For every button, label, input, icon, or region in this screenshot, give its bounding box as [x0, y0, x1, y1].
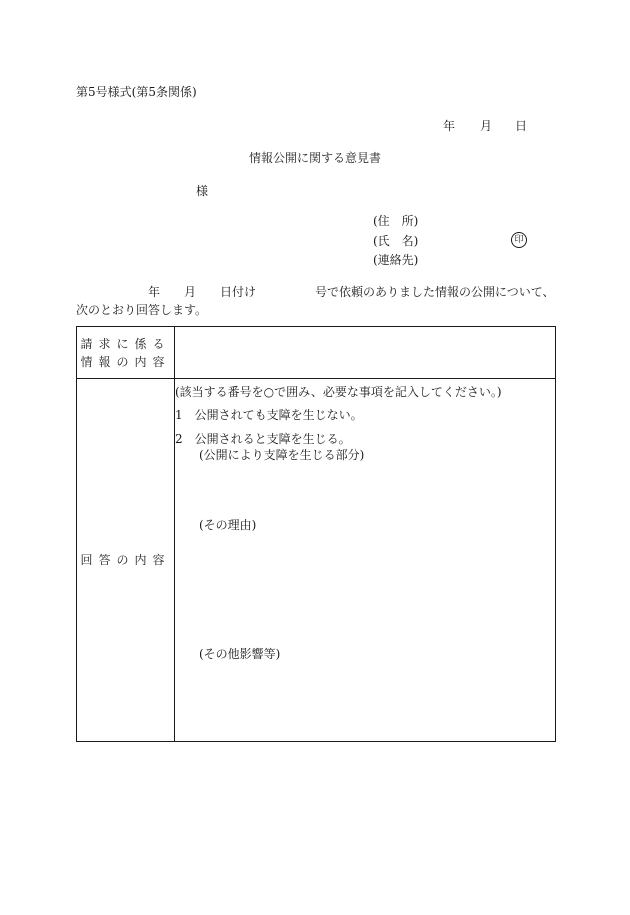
date-day-label: 日 [515, 119, 528, 133]
requested-info-label-line2: 情報の内容 [80, 355, 171, 369]
seal-mark: 印 [511, 232, 527, 248]
date-line [0, 118, 630, 134]
instruction-text: (該当する番号を○で囲み、必要な事項を記入してください。) [175, 385, 502, 399]
table-row-divider [77, 378, 555, 379]
other-effects-label: (その他影響等) [199, 647, 281, 661]
option-2-text: 2 公開されると支障を生じる。 [175, 432, 351, 446]
body-number-text: 号で依頼のありました情報の公開について、 [315, 285, 555, 299]
addressee-suffix: 様 [196, 184, 209, 198]
body-year-label: 年 [148, 285, 161, 299]
requested-info-label [77, 335, 174, 371]
requested-info-label-line1: 請求に係る [80, 337, 171, 351]
body-month-label: 月 [184, 285, 197, 299]
answer-content-label: 回答の内容 [80, 553, 171, 567]
document-title [0, 150, 630, 166]
answer-table [76, 326, 556, 742]
sender-address-label: (住 所) [373, 214, 419, 228]
body-line-2: 次のとおり回答します。 [76, 303, 208, 317]
body-line-1 [0, 284, 630, 300]
date-month-label: 月 [480, 119, 493, 133]
date-year-label: 年 [443, 119, 456, 133]
affected-part-label: (公開により支障を生じる部分) [199, 448, 365, 462]
form-number: 第5号様式(第5条関係) [76, 85, 197, 99]
sender-contact-label: (連絡先) [373, 253, 419, 267]
sender-name-label: (氏 名) [373, 234, 419, 248]
document-title-text: 情報公開に関する意見書 [248, 151, 381, 165]
reason-label: (その理由) [199, 518, 257, 532]
body-day-label: 日付け [220, 285, 257, 299]
option-1-text: 1 公開されても支障を生じない。 [175, 408, 363, 422]
